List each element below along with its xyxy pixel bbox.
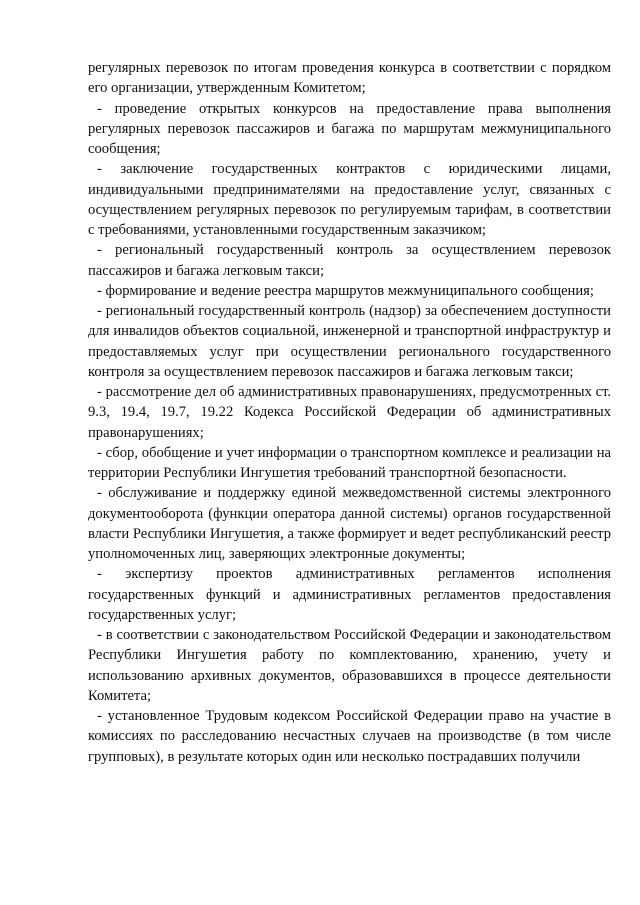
list-item-document-flow-system: - обслуживание и поддержку единой межведомственной системы электронного документооборота (функции оператора данной системы) органов государственной власти Республики Ингушетия, а также формирует и ведет республиканский реестр уполномоченных лиц, заверяющих электронные документы; bbox=[88, 485, 611, 562]
paragraph-continuation: регулярных перевозок по итогам проведения конкурса в соответствии с порядком его организации, утвержденным Комитетом; bbox=[88, 60, 611, 97]
list-item-administrative-cases: - рассмотрение дел об административных правонарушениях, предусмотренных ст. 9.3, 19.4, 19.7, 19.22 Кодекса Российской Федерации об административных правонарушениях; bbox=[88, 384, 611, 441]
list-item-taxi-control: - региональный государственный контроль за осуществлением перевозок пассажиров и багажа легковым такси; bbox=[88, 242, 611, 279]
list-item-transport-security: - сбор, обобщение и учет информации о транспортном комплексе и реализации на территории Республики Ингушетия требований транспортной безопасности. bbox=[88, 444, 611, 481]
document-page bbox=[88, 58, 611, 767]
list-item-accessibility-control: - региональный государственный контроль (надзор) за обеспечением доступности для инвалидов объектов социальной, инженерной и транспортной инфраструктур и предоставляемых услуг при осуществлении регионального государственного контроля за осуществлением перевозок пассажиров и багажа легковым такси; bbox=[88, 303, 611, 380]
list-item-regulations-expertise: - экспертизу проектов административных регламентов исполнения государственных функций и административных регламентов предоставления государственных услуг; bbox=[88, 566, 611, 623]
list-item-archives: - в соответствии с законодательством Российской Федерации и законодательством Республики Ингушетия работу по комплектованию, хранению, учету и использованию архивных документов, образовавшихся в процессе деятельности Комитета; bbox=[88, 627, 611, 704]
list-item-accident-commissions: - установленное Трудовым кодексом Российской Федерации право на участие в комиссиях по расследованию несчастных случаев на производстве (в том числе групповых), в результате которых один или несколько пострадавших получили bbox=[88, 708, 611, 765]
list-item-open-tenders: - проведение открытых конкурсов на предоставление права выполнения регулярных перевозок пассажиров и багажа по маршрутам межмуниципального сообщения; bbox=[88, 100, 611, 157]
list-item-state-contracts: - заключение государственных контрактов с юридическими лицами, индивидуальными предпринимателями на предоставление услуг, связанных с осуществлением регулярных перевозок по регулируемым тарифам, в соответствии с требованиями, установленными государственным заказчиком; bbox=[88, 161, 611, 238]
list-item-route-registry: - формирование и ведение реестра маршрутов межмуниципального сообщения; bbox=[97, 282, 594, 299]
